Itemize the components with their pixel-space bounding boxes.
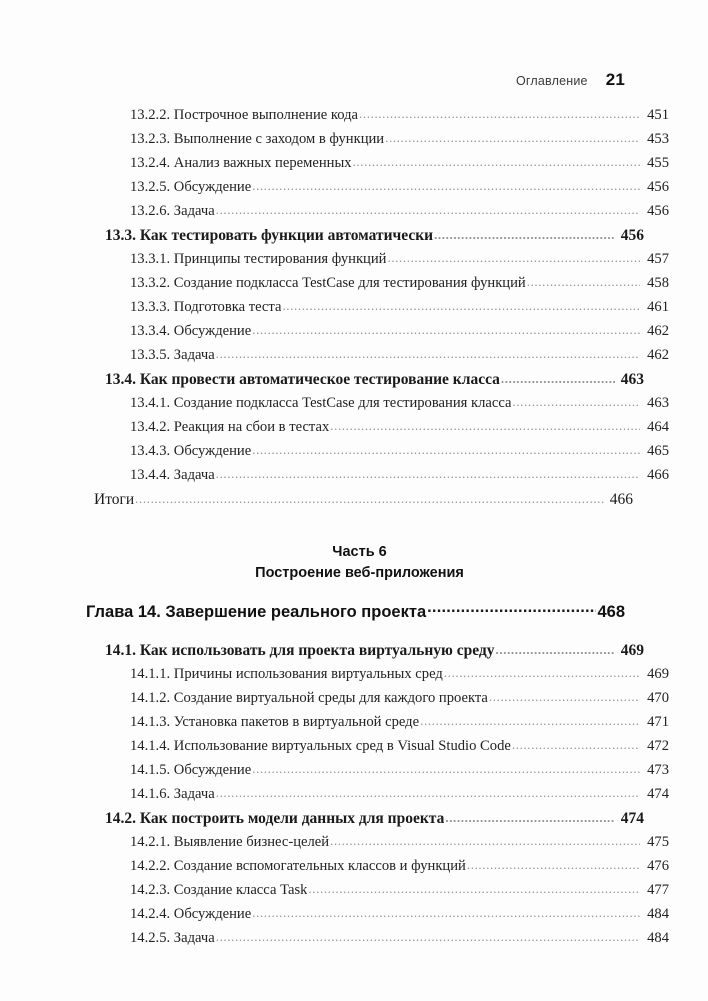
dot-leader: [252, 440, 640, 455]
toc-entry[interactable]: [86, 248, 669, 272]
toc-entry-label: Итоги: [94, 490, 135, 508]
toc-entry-page: 469: [620, 641, 644, 659]
toc-entry-page: 477: [647, 881, 669, 898]
toc-entry-label: 14.1.1. Причины использования виртуальных сред: [130, 665, 443, 682]
dot-leader: [527, 272, 640, 287]
part-spacer-top: [86, 512, 625, 542]
toc-entry-label: 14.1.3. Установка пакетов в виртуальной среде: [130, 713, 420, 730]
toc-entry[interactable]: [86, 104, 669, 128]
part-divider: [86, 542, 625, 584]
toc-chapter-entry[interactable]: [86, 600, 625, 630]
toc-entry-label: 14.2.5. Задача: [130, 929, 215, 946]
toc-entry-label: 14.2.1. Выявление бизнес-целей: [130, 833, 330, 850]
toc-entry-label: 13.3.1. Принципы тестирования функций: [130, 250, 387, 267]
toc-entry[interactable]: [86, 392, 669, 416]
toc-entry-label: 13.4.2. Реакция на сбои в тестах: [130, 418, 330, 435]
dot-leader: [330, 416, 640, 431]
chapter-spacer: [86, 630, 625, 639]
toc-entry[interactable]: [86, 927, 669, 951]
toc-entry-page: 464: [647, 418, 669, 435]
toc-entry[interactable]: [86, 855, 669, 879]
toc-entry-page: 457: [647, 250, 669, 267]
toc-entry-page: 456: [647, 202, 669, 219]
dot-leader: [512, 735, 640, 750]
toc-entry-page: 472: [647, 737, 669, 754]
toc-entry-page: 466: [647, 466, 669, 483]
toc-entry-label: 13.2.5. Обсуждение: [130, 178, 252, 195]
dot-leader: [445, 807, 615, 823]
toc-chapter-page: 468: [597, 602, 625, 621]
toc-entry-label: 13.3.4. Обсуждение: [130, 322, 252, 339]
toc-entry[interactable]: [86, 200, 669, 224]
toc-entry[interactable]: [86, 759, 669, 783]
toc-entry[interactable]: [86, 879, 669, 903]
toc-entry-page: 458: [647, 274, 669, 291]
toc-entry[interactable]: [86, 224, 644, 248]
toc-entry-page: 451: [647, 106, 669, 123]
dot-leader: [308, 879, 640, 894]
toc-entry-label: 13.2.3. Выполнение с заходом в функции: [130, 130, 385, 147]
toc-entry-page: 463: [647, 394, 669, 411]
toc-entry-label: 14.2.2. Создание вспомогательных классов и функций: [130, 857, 466, 874]
toc-entry-label: 14.1.6. Задача: [130, 785, 215, 802]
toc-entry-page: 461: [647, 298, 669, 315]
dot-leader: [216, 927, 640, 942]
toc-entry[interactable]: [86, 344, 669, 368]
toc-entry[interactable]: [86, 320, 669, 344]
page-folio: 21: [605, 70, 625, 89]
part-number: Часть 6: [332, 544, 387, 560]
toc-entry[interactable]: [86, 687, 669, 711]
toc-entry[interactable]: [86, 128, 669, 152]
toc-entry-label: 13.2.4. Анализ важных переменных: [130, 154, 352, 171]
toc-entry-label: 13.4.1. Создание подкласса TestCase для тестирования класса: [130, 394, 512, 411]
toc-entry-label: 13.3. Как тестировать функции автоматически: [105, 226, 434, 244]
toc-entry[interactable]: [86, 488, 633, 512]
toc-entry-label: 13.2.6. Задача: [130, 202, 215, 219]
dot-leader: [252, 759, 640, 774]
toc-entry-label: 13.4. Как провести автоматическое тестирование класса: [105, 370, 500, 388]
toc-entry-page: 463: [620, 370, 644, 388]
dot-leader: [420, 711, 640, 726]
dot-leader: [216, 344, 640, 359]
toc-entry[interactable]: [86, 831, 669, 855]
dot-leader: [282, 296, 640, 311]
toc-entry-page: 484: [647, 929, 669, 946]
dot-leader: [216, 464, 640, 479]
toc-entry-page: 469: [647, 665, 669, 682]
toc-entry-label: 14.1.5. Обсуждение: [130, 761, 252, 778]
toc-entry-label: 13.3.5. Задача: [130, 346, 215, 363]
toc-entry-page: 474: [620, 809, 644, 827]
part-title: Построение веб-приложения: [255, 565, 464, 581]
toc-entry[interactable]: [86, 807, 644, 831]
dot-leader: [359, 104, 640, 119]
toc-entry-page: 471: [647, 713, 669, 730]
toc-entry[interactable]: [86, 711, 669, 735]
toc-entry-page: 456: [620, 226, 644, 244]
toc-entry-label: 13.4.3. Обсуждение: [130, 442, 252, 459]
toc-entry-page: 476: [647, 857, 669, 874]
toc-entry-page: 475: [647, 833, 669, 850]
dot-leader: [330, 831, 640, 846]
toc-entry[interactable]: [86, 735, 669, 759]
dot-leader: [252, 320, 640, 335]
dot-leader: [385, 128, 640, 143]
dot-leader: [434, 224, 615, 240]
toc-entry-label: 13.3.2. Создание подкласса TestCase для тестирования функций: [130, 274, 526, 291]
part-spacer-bottom: [86, 584, 625, 600]
dot-leader: [216, 783, 640, 798]
dot-leader: [252, 903, 640, 918]
toc-entry-label: 14.1. Как использовать для проекта виртуальную среду: [105, 641, 495, 659]
toc-entry[interactable]: [86, 464, 669, 488]
running-head: [86, 70, 625, 90]
toc-entry-label: 14.2. Как построить модели данных для проекта: [105, 809, 445, 827]
toc-entry-label: 14.2.4. Обсуждение: [130, 905, 252, 922]
dot-leader: [135, 488, 604, 504]
dot-leader: [353, 152, 640, 167]
dot-leader: [387, 248, 640, 263]
running-head-title: Оглавление: [515, 74, 588, 88]
toc-entry[interactable]: [86, 663, 669, 687]
toc-entry-label: 13.3.3. Подготовка теста: [130, 298, 282, 315]
dot-leader: [252, 176, 640, 191]
dot-leader: [427, 600, 596, 617]
toc-entry[interactable]: [86, 903, 669, 927]
toc-entry-page: 470: [647, 689, 669, 706]
toc-entry-page: 453: [647, 130, 669, 147]
dot-leader: [444, 663, 640, 678]
toc-entry-page: 462: [647, 322, 669, 339]
toc-entry[interactable]: [86, 416, 669, 440]
toc-entry[interactable]: [86, 152, 669, 176]
toc-entry[interactable]: [86, 639, 644, 663]
dot-leader: [501, 368, 615, 384]
toc-entry-page: 473: [647, 761, 669, 778]
toc-entry-page: 455: [647, 154, 669, 171]
toc-entry[interactable]: [86, 440, 669, 464]
toc-entry-page: 466: [609, 490, 633, 508]
toc-entry-label: 14.2.3. Создание класса Task: [130, 881, 308, 898]
toc-entry-page: 465: [647, 442, 669, 459]
toc-group-chapter-14: [86, 639, 669, 951]
toc-entry-label: 14.1.4. Использование виртуальных сред в Visual Studio Code: [130, 737, 511, 754]
toc-entry[interactable]: [86, 368, 644, 392]
toc-entry-label: 13.2.2. Построчное выполнение кода: [130, 106, 359, 123]
toc-group-chapter-13: [86, 104, 669, 512]
toc-entry[interactable]: [86, 176, 669, 200]
toc-entry-page: 484: [647, 905, 669, 922]
dot-leader: [496, 639, 615, 655]
toc-entry[interactable]: [86, 272, 669, 296]
dot-leader: [489, 687, 640, 702]
toc-entry-page: 456: [647, 178, 669, 195]
dot-leader: [467, 855, 640, 870]
toc-entry-label: 14.1.2. Создание виртуальной среды для каждого проекта: [130, 689, 488, 706]
dot-leader: [512, 392, 640, 407]
toc-entry-label: 13.4.4. Задача: [130, 466, 215, 483]
dot-leader: [216, 200, 640, 215]
table-of-contents: [86, 104, 669, 951]
toc-entry[interactable]: [86, 783, 669, 807]
toc-entry-page: 474: [647, 785, 669, 802]
toc-chapter-label: Глава 14. Завершение реального проекта: [86, 602, 427, 621]
toc-entry[interactable]: [86, 296, 669, 320]
toc-entry-page: 462: [647, 346, 669, 363]
